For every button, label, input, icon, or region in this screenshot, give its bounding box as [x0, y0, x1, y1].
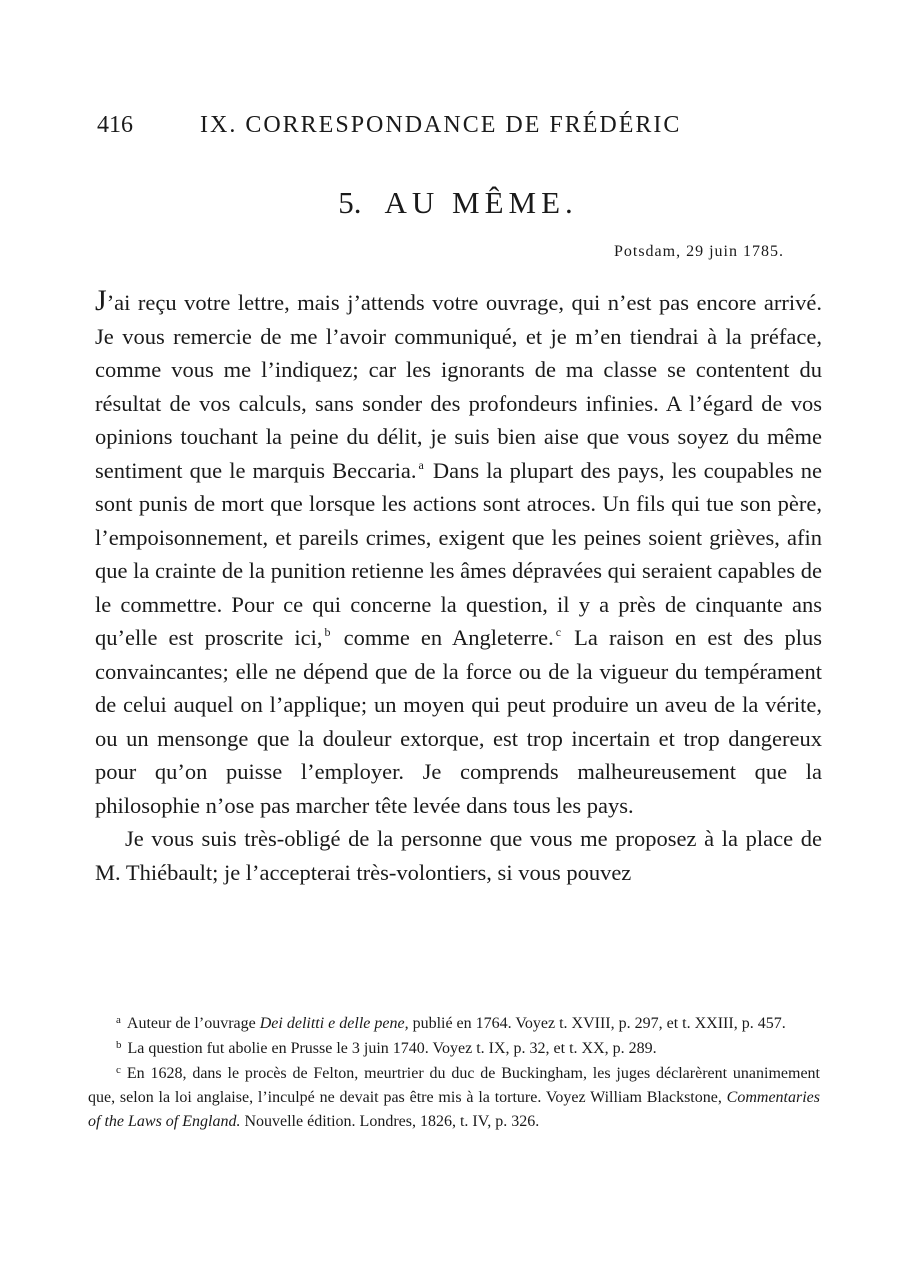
page-number: 416	[97, 112, 133, 138]
footnote-mark-b: b	[116, 1039, 122, 1051]
letter-number: 5.	[338, 185, 362, 220]
paragraph-2: Je vous suis très-obligé de la personne que vous me proposez à la place de M. Thiébault; je l’accepterai très-volontiers, si vous pouvez	[95, 826, 822, 885]
footnote-mark-a: a	[116, 1014, 121, 1026]
footnote-a-italic: Dei delitti e delle pene,	[259, 1015, 409, 1032]
paragraph-1-text-2: Dans la plupart des pays, les coupables ne sont punis de mort que lorsque les actions sont atroces. Un fils qui tue son père, l’empoisonnement, et pareils crimes, exigent que les peines soient grièves, afin que la crainte de la punition retienne les âmes dépravées qui seraient capables de le commettre. Pour ce qui concerne la question, il y a près de cinquante ans qu’elle est proscrite ici,	[95, 457, 822, 650]
footnote-a-text-1: Auteur de l’ouvrage	[126, 1015, 260, 1032]
footnotes	[88, 1012, 820, 1135]
footnote-b	[88, 1037, 820, 1061]
footnote-ref-c[interactable]: c	[555, 625, 562, 639]
footnote-c-text-2: Nouvelle édition. Londres, 1826, t. IV, p. 326.	[240, 1113, 540, 1130]
letter-body	[95, 286, 822, 889]
paragraph-1-text-4: La raison en est des plus convaincantes; elle ne dépend que de la force ou de la vigueur du tempérament de celui auquel on l’applique; un moyen qui peut produire un aveu de la vérite, ou un mensonge que la douleur extorque, est trop incertain et trop dangereux pour qu’on puisse l’employer. Je comprends malheureusement que la philosophie n’ose pas marcher tête levée dans tous les pays.	[95, 625, 822, 818]
footnote-a	[88, 1012, 820, 1036]
paragraph-1-text-3: comme en Angleterre.	[332, 625, 554, 650]
paragraph-1	[95, 286, 822, 822]
letter-title: AU MÊME.	[384, 185, 578, 220]
footnote-b-text: La question fut abolie en Prusse le 3 juin 1740. Voyez t. IX, p. 32, et t. XX, p. 289.	[127, 1040, 657, 1057]
footnote-mark-c: c	[116, 1064, 121, 1076]
letter-heading	[0, 185, 900, 221]
footnote-c-italic: Commentaries of the Laws of England.	[88, 1089, 820, 1130]
running-title: IX. CORRESPONDANCE DE FRÉDÉRIC	[200, 112, 682, 138]
letter-dateline: Potsdam, 29 juin 1785.	[613, 243, 784, 260]
footnote-a-text-2: publié en 1764. Voyez t. XVIII, p. 297, et t. XXIII, p. 457.	[408, 1015, 786, 1032]
drop-cap: J	[95, 284, 107, 317]
footnote-c-text-1: En 1628, dans le procès de Felton, meurtrier du duc de Buckingham, les juges déclarèrent unanimement que, selon la loi anglaise, l’inculpé ne devait pas être mis à la torture. Voyez William Blackstone,	[88, 1065, 820, 1106]
paragraph-1-text-1: ’ai reçu votre lettre, mais j’attends votre ouvrage, qui n’est pas encore arrivé. Je vous remercie de me l’avoir communiqué, et je m’en tiendrai à la préface, comme vous me l’indiquez; car les ignorants de ma classe se contentent du résultat de vos calculs, sans sonder des profondeurs infinies. A l’égard de vos opinions touchant la peine du délit, je suis bien aise que vous soyez du même sentiment que le marquis Beccaria.	[95, 290, 822, 483]
footnote-ref-a[interactable]: a	[418, 457, 424, 472]
footnote-c	[88, 1062, 820, 1134]
running-head	[97, 112, 737, 142]
footnote-ref-b[interactable]: b	[324, 625, 331, 639]
